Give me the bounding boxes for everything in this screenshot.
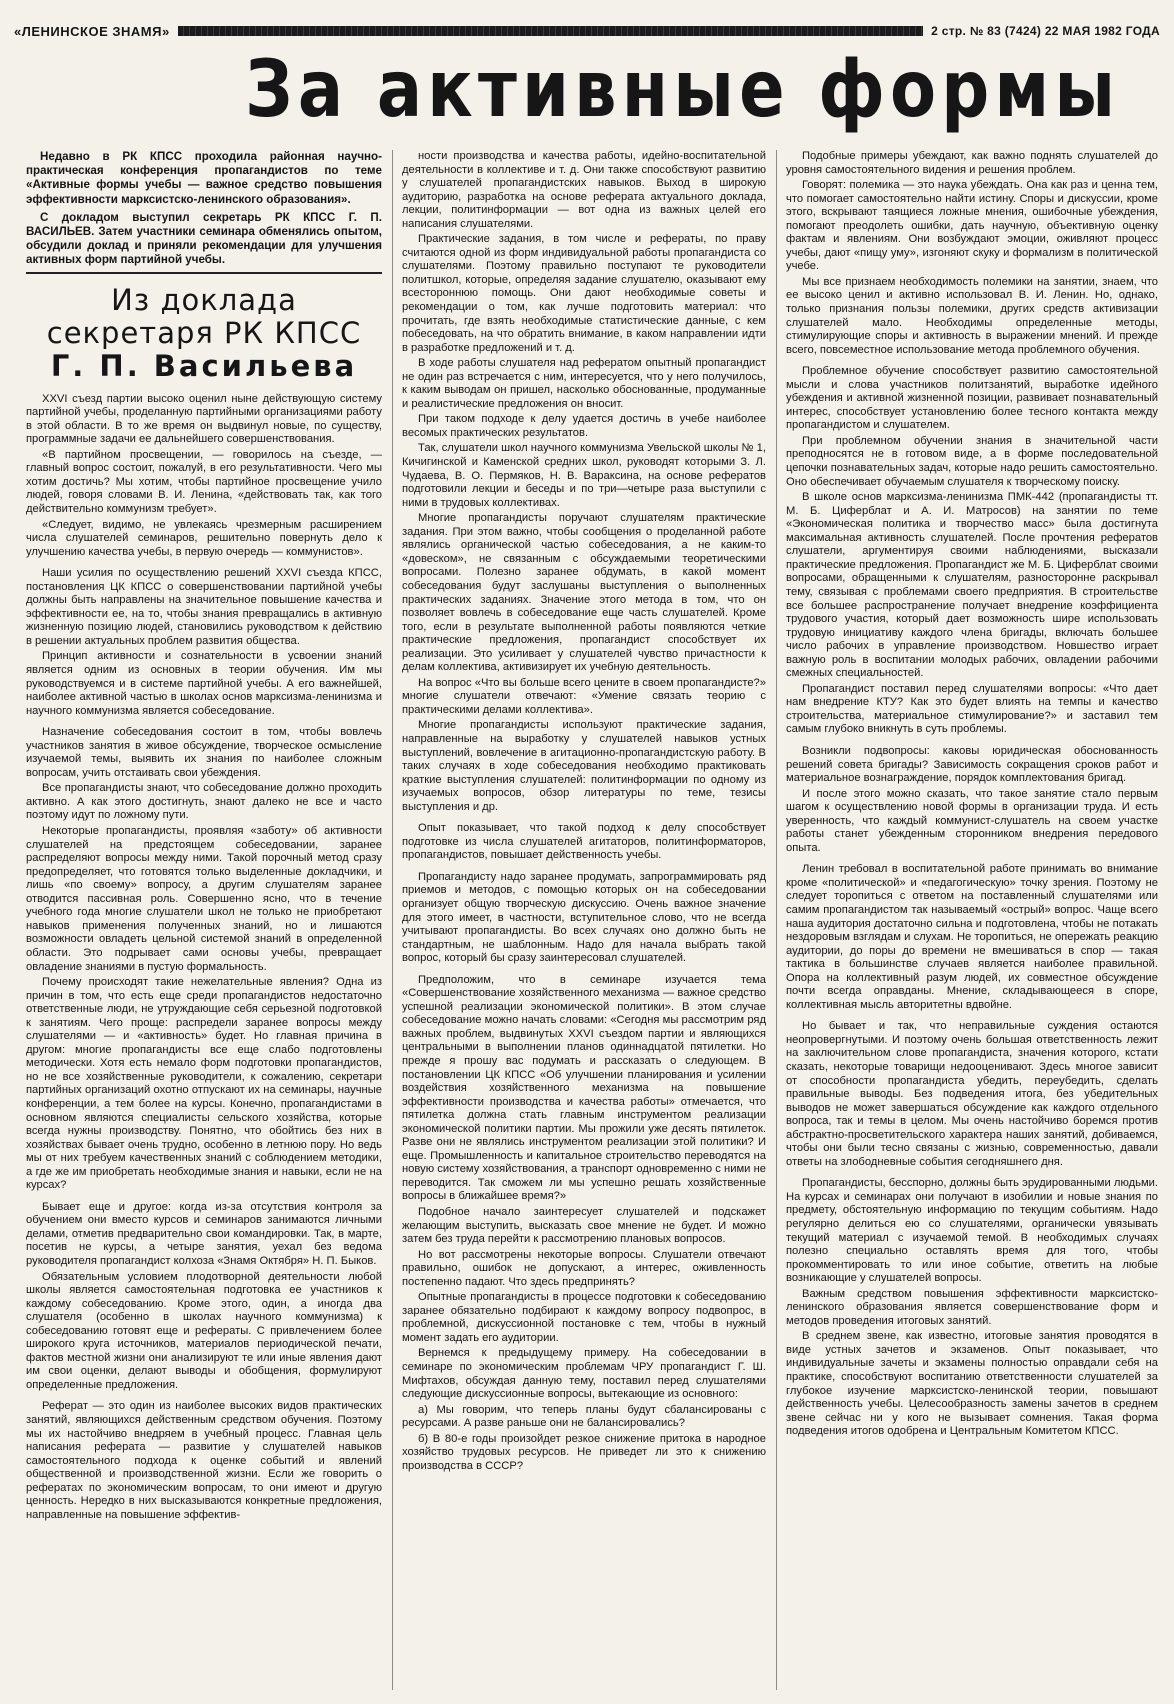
- body-paragraph: Многие пропагандисты поручают слушателям практические задания. При этом важно, чтобы сообщения о проделанной работе являлись органической частью собеседования, а не каким-то «довеском», не связанным с обсуждаемыми теоретическими вопросами. Полезно заранее обдумать, в какой момент собеседования будут заслушаны выступления о выполненных практических заданиях. Значение этого метода в том, что он позволяет вовлечь в собеседование еще часть слушателей. Кроме того, если в результате выполненной работы появляются четкие практические предложения, пропагандист способствует их реализации. Это усиливает у слушателей чувство причастности к делам коллектива, активизирует их учебную деятельность.: [402, 512, 766, 674]
- body-paragraph: Практические задания, в том числе и рефераты, по праву считаются одной из форм индивидуальной работы пропагандиста со слушателями. Поэтому правильно поступают те руководители политшкол, которые, определяя задание слушателю, оказывают ему всестороннюю помощь. Они дают необходимые советы и рекомендации о том, как лучше подготовить материал: что прочитать, где взять необходимые статистические данные, с кем побеседовать, на что обратить внимание, в каком направлении идти в разработке предложений и т. д.: [402, 233, 766, 354]
- body-paragraph: XXVI съезд партии высоко оценил ныне действующую систему партийной учебы, проделанную партийными организациями работу в этой области. В то же время он выдвинул новые, по существу, программные задачи ее дальнейшего совершенствования.: [26, 392, 382, 446]
- body-paragraph: Возникли подвопросы: каковы юридическая обоснованность решений совета бригады? Зависимость сокращения сроков работ и материальное вознаграждение, порядок комплектования бригад.: [786, 744, 1158, 785]
- body-paragraph: Важным средством повышения эффективности марксистско-ленинского образования является совершенствование форм и методов проведения итоговых занятий.: [786, 1287, 1158, 1327]
- masthead: [14, 20, 1160, 42]
- body-paragraph: В школе основ марксизма-ленинизма ПМК-442 (пропагандисты тт. М. Б. Циферблат и А. И. Матросов) на занятии по теме «Экономическая политика и творчество масс» была достигнута максимальная активность слушателей. После прочтения рефератов слушатели, аргументируя своими наблюдениями, высказали практические предложения. Пропагандист же М. Б. Циферблат своими вопросами, обращенными к слушателям, разносторонне раскрывал тему, связывая с проблемами своего предприятия. В строительстве все большее распространение получает внедрение коэффициента трудового участия, который дает возможность шире использовать трудовую инициативу каждого члена бригады, включать большее число рабочих в управление производством. Новшество играет важную роль в воспитании молодых рабочих, овладении рабочими смежных специальностей.: [786, 491, 1158, 680]
- body-paragraph: Назначение собеседования состоит в том, чтобы вовлечь участников занятия в живое обсуждение, творческое осмысление изучаемой темы, выявить их знания по наиболее сложным вопросам, учить отстаивать свои убеждения.: [26, 726, 382, 779]
- body-paragraph: Принцип активности и сознательности в усвоении знаний является одним из основных в теории обучения. Им мы руководствуемся и в системе партийной учебы. А его важнейшей, наиболее активной частью в школах основ марксизма-ленинизма и научного коммунизма является собеседование.: [26, 650, 382, 717]
- body-paragraph: Пропагандист поставил перед слушателями вопросы: «Что дает нам внедрение КТУ? Как это будет влиять на темпы и качество строительства, материальное стимулирование?» и заставил тем самым глубоко вникнуть в суть проблемы.: [786, 682, 1158, 736]
- body-paragraph: Почему происходят такие нежелательные явления? Одна из причин в том, что есть еще среди пропагандистов недостаточно ответственные люди, не утруждающие себя серьезной подготовкой к занятиям. Чего проще: распредели заранее вопросы между слушателями — и «активность» будет. Но главная причина в другом: многие пропагандисты все еще слабо подготовлены методически. Хотя есть немало форм подготовки пропагандистов, но не все хозяйственные руководители, к сожалению, секретари партийных организаций охотно отпускают их на семинары, научные конференции, а тем более на курсы. Конечно, пропагандистами в основном являются специалисты сельского хозяйства, которые всегда нужны производству. Понятно, что обойтись без них в хозяйствах бывает очень трудно, особенно в летнюю пору. Но ведь мы от них требуем качественных знаний с соблюдением методики, а где же им приобретать необходимые знания и навыки, если не на курсах?: [26, 976, 382, 1192]
- masthead-rule: [178, 26, 923, 36]
- body-paragraph: Так, слушатели школ научного коммунизма Увельской школы № 1, Кичигинской и Каменской средних школ, руководят которыми З. Л. Чудаева, В. О. Пермяков, Н. В. Вараксина, на основе рефератов подготовили лекции и беседы и по три—четыре раза выступили с ними в трудовых коллективах.: [402, 442, 766, 509]
- body-paragraph: а) Мы говорим, что теперь планы будут сбалансированы с ресурсами. А разве раньше они не балансировались?: [402, 1403, 766, 1430]
- body-paragraph: Подобное начало заинтересует слушателей и подскажет желающим выступить, высказать свое мнение не будет. И можно затем без труда перейти к рассмотрению плановых вопросов.: [402, 1206, 766, 1246]
- body-paragraph: Но бывает и так, что неправильные суждения остаются неопровергнутыми. И поэтому очень большая ответственность лежит на заключительном слове пропагандиста, значения которого, кстати сказать, некоторые товарищи недооценивают. Здесь многое зависит от способности пропагандиста убедить, переубедить, сделать правильные выводы. Без подведения итога, без убедительных выводов не может завершаться обсуждение как каждого отдельного вопроса, так и темы в целом. Мы очень настойчиво боремся против абстрактно-просветительского характера наших занятий, добиваемся, чтобы они были тесно связаны с жизнью, современностью, давали ответы на злободневные события сегодняшнего дня.: [786, 1020, 1158, 1168]
- body-paragraph: Мы все признаем необходимость полемики на занятии, знаем, что ее высоко ценил и активно использовал В. И. Ленин. Но, однако, только признания пользы полемики, других средств активизации слушателей мало. Необходимы определенные методы, стимулирующие споры и активность в выражении мнений. И прежде всего, повсеместное использование метода проблемного обучения.: [786, 275, 1158, 356]
- body-paragraph: Наши усилия по осуществлению решений XXVI съезда КПСС, постановления ЦК КПСС о совершенствовании партийной учебы должны быть направлены на значительное повышение качества и эффективности ее, на то, чтобы знания превращались в активную жизненную позицию людей, становились руководством к действию в решении актуальных проблем развития общества.: [26, 567, 382, 647]
- column-divider: [392, 150, 393, 1690]
- lead-paragraph: С докладом выступил секретарь РК КПСС Г. П. ВАСИЛЬЕВ. Затем участники семинара обменялись опытом, обсудили доклад и приняли рекомендации для улучшения активных форм партийной учебы.: [26, 210, 382, 267]
- body-paragraph: Пропагандисту надо заранее продумать, запрограммировать ряд приемов и методов, с помощью которых он на собеседовании организует общую творческую дискуссию. Очень важное значение для этого имеет, в частности, вступительное слово, что не всегда учитывают пропагандисты. Во всех случаях оно должно быть не стандартным, не шаблонным. Надо для начала выбрать такой вопрос, который бы сразу заинтересовал слушателей.: [402, 870, 766, 965]
- body-paragraph: Подобные примеры убеждают, как важно поднять слушателей до уровня самостоятельного видения и решения проблем.: [786, 150, 1158, 176]
- body-paragraph: Бывает еще и другое: когда из-за отсутствия контроля за обучением они вместо курсов и семинаров занимаются личными делами, отметив предварительно свои командировки. Так, в марте, посетив не курсы, а четыре занятия, уехал без ведома руководителя пропагандист колхоза «Знамя Октября» Н. П. Быков.: [26, 1200, 382, 1267]
- body-paragraph: Некоторые пропагандисты, проявляя «заботу» об активности слушателей на предстоящем собеседовании, заранее распределяют вопросы между ними. Такой порочный метод сразу предопределяет, что готовятся только выделенные докладчики, и лишь «по своему» вопросу, а другим слушателям заранее отводится пассивная роль. Совершенно ясно, что в течение учебного года многие слушатели школ не только не приобретают навыков применения полученных знаний, но и лишаются возможности овладеть цельной системой знаний в определенной области. Это подрывает сами основы учебы, превращает овладение знаниями в пустую формальность.: [26, 825, 382, 973]
- column-3-body: [786, 150, 1158, 1439]
- newspaper-name: «ЛЕНИНСКОЕ ЗНАМЯ»: [14, 23, 170, 39]
- body-paragraph: Пропагандисты, бесспорно, должны быть эрудированными людьми. На курсах и семинарах они получают в изобилии и новые знания по предмету, обстоятельную информацию по текущим событиям. Надо регулярно делиться ею со слушателями, органически увязывать текущий материал с изучаемой темой. В необходимых случаях полезно специально оставлять время для того, чтобы прокомментировать то или иное событие, ответить на любые возникающие у слушателей вопросы.: [786, 1177, 1158, 1285]
- lead-divider: [26, 272, 382, 274]
- body-paragraph: При таком подходе к делу удается достичь в учебе наиболее весомых практических результатов.: [402, 413, 766, 439]
- subtitle-line: секретаря РК КПСС: [46, 315, 362, 350]
- body-paragraph: Опытные пропагандисты в процессе подготовки к собеседованию заранее обязательно подбирают к каждому вопросу подвопрос, в проблемной, дискуссионной постановке с тем, чтобы в нужный момент задать его аудитории.: [402, 1291, 766, 1344]
- body-paragraph: При проблемном обучении знания в значительной части преподносятся не в готовом виде, а в форме последовательной цепочки познавательных задач, которые надо решить самостоятельно. Оно обеспечивает обучаемым слушателя к творческому поиску.: [786, 434, 1158, 488]
- body-paragraph: Проблемное обучение способствует развитию самостоятельной мысли и слова участников политзанятий, выработке идейного убеждения и активной жизненной позиции, развивает познавательный интерес, способствует установлению более тесного контакта между пропагандистом и слушателем.: [786, 365, 1158, 432]
- body-paragraph: Опыт показывает, что такой подход к делу способствует подготовке из числа слушателей агитаторов, политинформаторов, пропагандистов, повышает действенность учебы.: [402, 822, 766, 862]
- body-paragraph: Предположим, что в семинаре изучается тема «Совершенствование хозяйственного механизма — важное средство успешной реализации экономической политики». В этом случае собеседование можно начать словами: «Сегодня мы рассмотрим ряд важных проблем, выдвинутых XXVI съездом партии и являющихся центральными в выполнении планов одиннадцатой пятилетки. Но прежде я прошу вас подумать и рассказать о следующем. В постановлении ЦК КПСС «Об улучшении планирования и усилении воздействия хозяйственного механизма на повышение эффективности производства и качества работы» отмечается, что пятилетка должна стать главным инструментом реализации экономической политики партии. Мы прожили уже десять пятилеток. Разве они не являлись инструментом реализации этой политики? И еще. Промышленность и капитальное строительство переводятся на новую систему хозяйствования, а транспорт одновременно с ними не переводится. Так сможем ли мы успешно решать хозяйственные вопросы в ближайшее время?»: [402, 973, 766, 1203]
- column-2: [402, 150, 766, 1690]
- body-paragraph: Все пропагандисты знают, что собеседование должно проходить активно. А как этого достигнуть, знают далеко не все и часто поэтому идут по ложному пути.: [26, 782, 382, 822]
- body-paragraph: ности производства и качества работы, идейно-воспитательной деятельности в коллективе и т. д. Они также способствуют развитию у слушателей пропагандистских навыков. Выход в широкую аудиторию, разработка на основе реферата актуального доклада, лекции, политинформации — вот одна из важных целей его написания слушателями.: [402, 150, 766, 230]
- column-divider: [776, 150, 777, 1690]
- body-paragraph: Говорят: полемика — это наука убеждать. Она как раз и ценна тем, что помогает самостоятельно найти истину. Споры и дискуссии, кроме этого, вскрывают таящиеся ложные мнения, ошибочные убеждения, помогают преодолеть ошибки, дать научную, объективную оценку фактам и явлениям. Они возбуждают эмоции, оживляют процесс учебы, дают «пищу уму», изгоняют скуку и формализм в политической учебе.: [786, 179, 1158, 273]
- body-paragraph: Обязательным условием плодотворной деятельности любой школы является самостоятельная подготовка ее участников к каждому собеседованию. Кроме этого, один, а иногда два слушателя (особенно в школах научного коммунизма) к собеседованию готовят еще и рефераты. С привлечением более широкого круга источников, материалов периодической печати, фактов местной жизни они анализируют те или иные явления дают им свои оценки, делают выводы и обобщения, формулируют определенные предложения.: [26, 1270, 382, 1391]
- body-paragraph: Реферат — это один из наиболее высоких видов практических занятий, являющихся действенным средством обучения. Поэтому мы их настойчиво внедряем в учебный процесс. Главная цель написания реферата — развитие у слушателей навыков самостоятельного подхода к оценке событий и явлений общественной и производственной жизни. Если же говорить о рефератах по экономическим вопросам, то они имеют и другую ценность. Нередко в них высказываются конкретные предложения, направленные на повышение эффектив-: [26, 1400, 382, 1521]
- issue-line: 2 стр. № 83 (7424) 22 МАЯ 1982 ГОДА: [931, 24, 1160, 38]
- body-paragraph: «В партийном просвещении, — говорилось на съезде, — главный вопрос состоит, пожалуй, в его результативности. Чего мы хотим достичь? Мы хотим, чтобы партийное просвещение учило людей, говоря словами В. И. Ленина, «действовать так, как того действительно коммунизм требует».: [26, 448, 382, 515]
- subtitle-line: Из доклада: [111, 282, 297, 317]
- subtitle-author-name: Г. П. Васильева: [50, 348, 358, 383]
- body-paragraph: В среднем звене, как известно, итоговые занятия проводятся в виде устных зачетов и экзаменов. Опыт показывает, что индивидуальные зачеты и экзамены полностью оправдали себя на практике, способствуют воспитанию ответственности слушателей за глубокое изучение марксистско-ленинской теории, повышают действенность учебы. Целесообразность замены зачетов в среднем звене сейчас ни у кого не вызывает сомнения. Такая форма подведения итогов одобрена и Центральным Комитетом КПСС.: [786, 1330, 1158, 1438]
- body-paragraph: «Следует, видимо, не увлекаясь чрезмерным расширением числа слушателей семинаров, решительно повернуть дело к улучшению качества учебы, в первую очередь — коммунистов».: [26, 518, 382, 558]
- body-paragraph: В ходе работы слушателя над рефератом опытный пропагандист не один раз встречается с ним, интересуется, что у него получилось, к каким выводам он пришел, насколько обоснованные, продуманные и реалистические предложения он вносит.: [402, 357, 766, 410]
- body-paragraph: б) В 80-е годы произойдет резкое снижение притока в народное хозяйство трудовых ресурсов. Не приведет ли это к снижению производства в СССР?: [402, 1432, 766, 1472]
- column-2-body: [402, 150, 766, 1473]
- lead-paragraph: Недавно в РК КПСС проходила районная научно-практическая конференция пропагандистов по теме «Активные формы учебы — важное средство повышения эффективности марксистско-ленинского образования».: [26, 150, 382, 206]
- column-1-body: [26, 393, 382, 1523]
- article-headline: За активные формы: [245, 45, 1121, 135]
- column-1: [26, 150, 382, 1690]
- article-subtitle: [26, 284, 382, 383]
- body-paragraph: И после этого можно сказать, что такое занятие стало первым шагом к осуществлению новой формы в организации труда. И есть уверенность, что каждый коммунист-слушатель на своем участке работы станет убежденным сторонником внедрения передового опыта.: [786, 787, 1158, 854]
- body-paragraph: На вопрос «Что вы больше всего цените в своем пропагандисте?» многие слушатели отвечают: «Умение связать теорию с практическими делами коллектива».: [402, 676, 766, 716]
- body-paragraph: Вернемся к предыдущему примеру. На собеседовании в семинаре по экономическим проблемам ЧРУ пропагандист Г. Ш. Мифтахов, обсуждая данную тему, поставил перед слушателями следующие дискуссионные вопросы, вытекающие из основного:: [402, 1347, 766, 1401]
- body-paragraph: Но вот рассмотрены некоторые вопросы. Слушатели отвечают правильно, ошибок не допускают, а интерес, оживленность постепенно падают. Что здесь предпринять?: [402, 1248, 766, 1288]
- column-3: [786, 150, 1158, 1690]
- body-paragraph: Ленин требовал в воспитательной работе принимать во внимание кроме «политической» и «педагогическую» точку зрения. Поэтому не следует торопиться с ответом на поставленный слушателями или самим пропагандистом так называемый «острый» вопрос. Чаще всего наша аудитория достаточно сильна и подготовлена, чтобы не потакать нездоровым взглядам и слухам. Не торопиться, не опережать реакцию аудитории, до поры до времени не вмешиваться в спор — такая тактика в большинстве случаев является наиболее правильной. Опора на коллективный разум людей, их совместное обсуждение почти всегда оправданы. Мнение, складывающееся в споре, коллективная мысль авторитетны вдвойне.: [786, 863, 1158, 1011]
- body-paragraph: Многие пропагандисты используют практические задания, направленные на выработку у слушателей навыков устных выступлений, вовлечение в агитационно-пропагандистскую работу. В таких случаях в ходе собеседования необходимо практиковать краткие выступления слушателей: политинформации по одному из изучаемых вопросов, обзор литературы по теме, тезисы выступления и др.: [402, 719, 766, 813]
